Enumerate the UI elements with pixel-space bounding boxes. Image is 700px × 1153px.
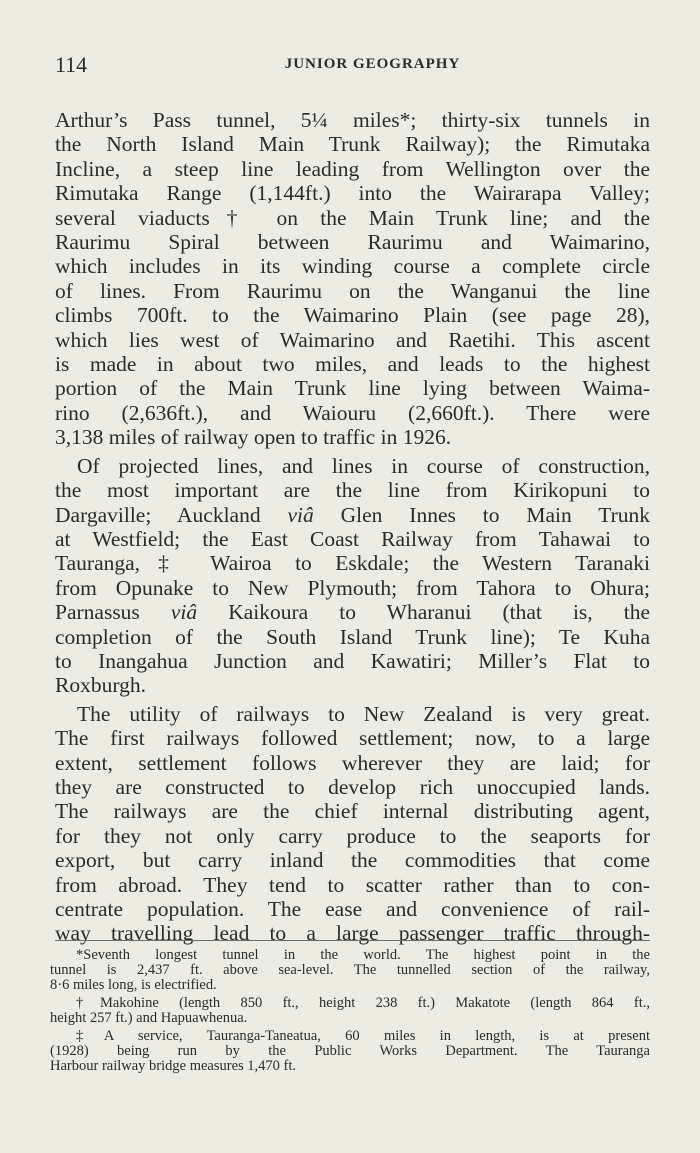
text-line: Rimutaka Range (1,144ft.) into the Wairarapa Valley; — [55, 181, 650, 206]
body-text — [55, 108, 650, 950]
text-line: which lies west of Waimarino and Raetihi. This ascent — [55, 327, 650, 352]
text-line: 3,138 miles of railway open to traffic in 1926. — [55, 425, 452, 450]
text-line: from Opunake to New Plymouth; from Tahora to Ohura; — [55, 575, 650, 600]
text-line: centrate population. The ease and convenience of rail- — [55, 897, 650, 921]
text-line: Of projected lines, and lines in course of construction, — [77, 453, 650, 478]
text-line: climbs 700ft. to the Waimarino Plain (see page 28), — [55, 303, 650, 328]
text-line: The railways are the chief internal distributing agent, — [55, 799, 650, 824]
text-line: several viaducts† on the Main Trunk line; and the — [55, 205, 650, 230]
footnote-seventh-longest-tunnel — [50, 948, 650, 993]
footnote-divider — [55, 940, 650, 941]
footnote-viaducts — [50, 996, 650, 1026]
text-line: extent, settlement follows wherever they are laid; for — [55, 750, 650, 775]
text-line: way travelling lead to a large passenger traffic through- — [55, 921, 650, 946]
text-line: rino (2,636ft.), and Waiouru (2,660ft.). There were — [55, 400, 650, 425]
footnote-line: tunnel is 2,437 ft. above sea-level. The tunnelled section of the railway, — [50, 962, 650, 978]
text-line: of lines. From Raurimu on the Wanganui the line — [55, 278, 650, 303]
text-line: Incline, a steep line leading from Wellington over the — [55, 156, 650, 181]
text-line: Parnassus viâ Kaikoura to Wharanui (that is, the — [55, 600, 650, 625]
footnote-line: (1928) being run by the Public Works Department. The Tauranga — [50, 1043, 650, 1059]
footnote-line: Harbour railway bridge measures 1,470 ft. — [50, 1058, 297, 1074]
text-line: the North Island Main Trunk Railway); the Rimutaka — [55, 132, 650, 157]
footnote-line: ‡A service, Tauranga-Taneatua, 60 miles in length, is at present — [76, 1028, 650, 1044]
text-line: completion of the South Island Trunk line); Te Kuha — [55, 624, 650, 649]
text-line: portion of the Main Trunk line lying between Waima- — [55, 376, 650, 401]
text-line: to Inangahua Junction and Kawatiri; Miller’s Flat to — [55, 648, 650, 673]
text-line: Dargaville; Auckland viâ Glen Innes to Main Trunk — [55, 502, 650, 527]
footnote-line: *Seventh longest tunnel in the world. The highest point in the — [76, 947, 650, 963]
text-line: Roxburgh. — [55, 673, 146, 698]
text-line: Tauranga,‡ Wairoa to Eskdale; the Western Taranaki — [55, 551, 650, 576]
text-line: from abroad. They tend to scatter rather than to con- — [55, 872, 650, 897]
text-line: The utility of railways to New Zealand is very great. — [77, 701, 650, 726]
text-line: Raurimu Spiral between Raurimu and Waimarino, — [55, 230, 650, 255]
text-line: export, but carry inland the commodities that come — [55, 848, 650, 873]
text-line: which includes in its winding course a complete circle — [55, 254, 650, 279]
text-line: the most important are the line from Kirikopuni to — [55, 478, 650, 503]
paragraph-railway-engineering — [55, 108, 650, 450]
text-line: is made in about two miles, and leads to the highest — [55, 352, 650, 377]
text-line: Arthur’s Pass tunnel, 5¼ miles*; thirty-six tunnels in — [55, 108, 650, 132]
page-number: 114 — [55, 52, 88, 77]
footnote-line: height 257 ft.) and Hapuawhenua. — [50, 1010, 248, 1026]
footnote-line: †Makohine (length 850 ft., height 238 ft.) Makatote (length 864 ft., — [76, 995, 650, 1011]
paragraph-projected-lines — [55, 454, 650, 698]
page-header — [55, 52, 650, 82]
footnotes — [50, 948, 650, 1077]
text-line: The first railways followed settlement; now, to a large — [55, 726, 650, 751]
italic-via: viâ — [287, 502, 314, 527]
footnote-line: 8·6 miles long, is electrified. — [50, 977, 217, 993]
running-head: JUNIOR GEOGRAPHY — [284, 56, 461, 72]
text-line: for they not only carry produce to the seaports for — [55, 823, 650, 848]
footnote-tauranga-service — [50, 1029, 650, 1074]
paragraph-utility-of-railways — [55, 702, 650, 946]
italic-via: viâ — [170, 600, 198, 625]
text-line: at Westfield; the East Coast Railway from Tahawai to — [55, 526, 650, 551]
text-line: they are constructed to develop rich unoccupied lands. — [55, 774, 650, 799]
